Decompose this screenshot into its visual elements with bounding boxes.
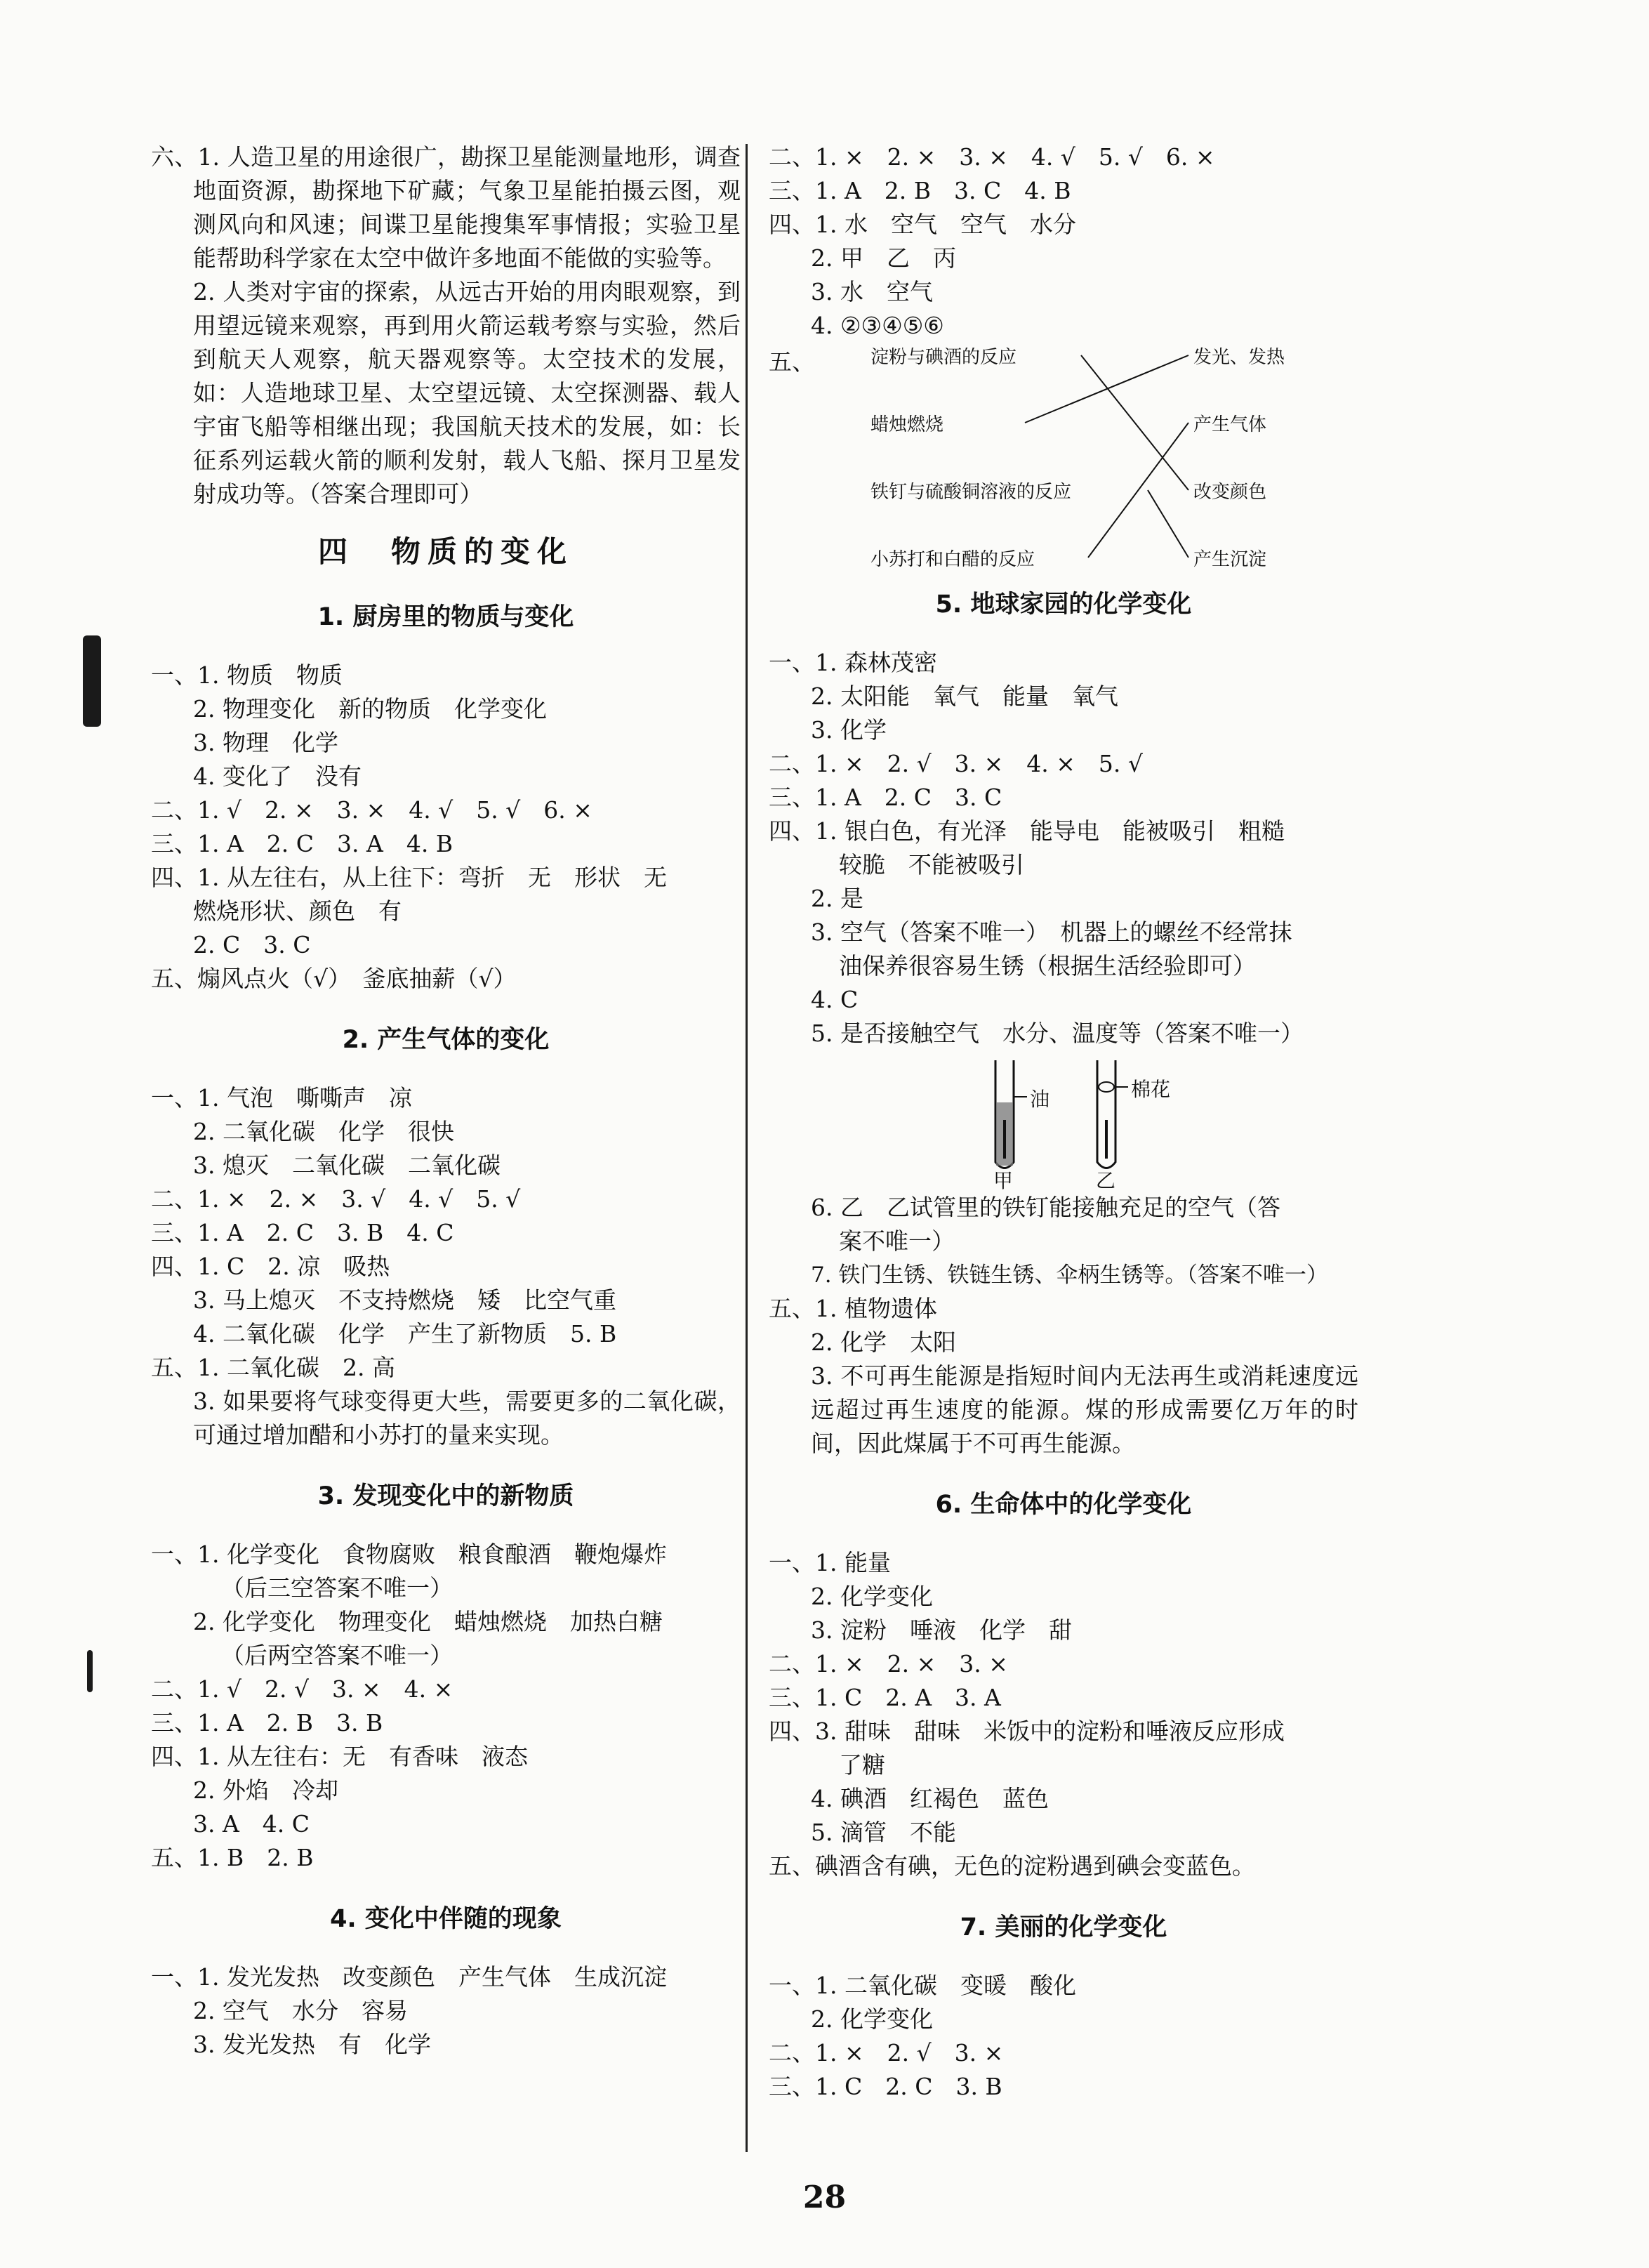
matching-line: [1148, 490, 1188, 558]
section-title: 5. 地球家园的化学变化: [935, 591, 1192, 619]
test-tubes-drawing: [769, 1053, 1358, 1187]
section-title: 7. 美丽的化学变化: [960, 1913, 1167, 1941]
answer-line: 3. 淀粉 唾液 化学 甜: [811, 1616, 1072, 1644]
answer-line: 2. 物理变化 新的物质 化学变化: [193, 695, 547, 723]
answer-line: 4. 变化了 没有: [193, 763, 362, 790]
answer-line: 4. 二氧化碳 化学 产生了新物质 5. B: [193, 1320, 617, 1347]
answer-line: 二、1. × 2. × 3. × 4. √ 5. √ 6. ×: [769, 143, 1215, 171]
left-column: [151, 140, 741, 2062]
answer-line: 一、1. 气泡 嘶嘶声 凉: [151, 1084, 412, 1112]
answer-line: 三、1. C 2. A 3. A: [769, 1684, 1001, 1711]
answer-paragraph: 六、1. 人造卫星的用途很广，勘探卫星能测量地形，调查地面资源，勘探地下矿藏；气象卫星能拍摄云图，观测风向和风速；间谍卫星能搜集军事情报；实验卫星能帮助科学家在太空中做许多地面不能做的实验等。: [151, 143, 741, 272]
answer-paragraph: 3. 如果要将气球变得更大些，需要更多的二氧化碳，可通过增加醋和小苏打的量来实现。: [193, 1387, 741, 1449]
answer-line: 3. 发光发热 有 化学: [193, 2031, 431, 2058]
answer-line: 3. A 4. C: [193, 1810, 310, 1838]
test-tube-figure: [769, 1053, 1358, 1192]
answer-line: 五、1. 植物遗体: [769, 1295, 937, 1322]
answer-line: 四、1. 银白色，有光泽 能导电 能被吸引 粗糙: [769, 817, 1285, 845]
answer-line: 三、1. C 2. C 3. B: [769, 2073, 1002, 2100]
answer-line: 2. 外焰 冷却: [193, 1776, 338, 1804]
matching-diagram: [769, 343, 1358, 570]
section-title: 1. 厨房里的物质与变化: [317, 603, 574, 631]
matching-right-item: 产生沉淀: [1193, 549, 1267, 570]
answer-line: 五、碘酒含有碘，无色的淀粉遇到碘会变蓝色。: [769, 1852, 1255, 1880]
matching-right-item: 产生气体: [1193, 414, 1267, 435]
right-column: [769, 140, 1358, 2104]
answer-line: 2. 二氧化碳 化学 很快: [193, 1118, 454, 1145]
answer-line: 2. 甲 乙 丙: [811, 244, 956, 272]
answer-line: 2. 化学变化: [811, 1583, 933, 1610]
answer-line: 7. 铁门生锈、铁链生锈、伞柄生锈等。（答案不唯一）: [811, 1262, 1328, 1288]
answer-line: 四、1. C 2. 凉 吸热: [151, 1253, 390, 1280]
answer-line: 二、1. √ 2. × 3. × 4. √ 5. √ 6. ×: [151, 796, 592, 824]
answer-line: 4. C: [811, 986, 859, 1013]
answer-line: （后两空答案不唯一）: [221, 1642, 453, 1669]
answer-line: 3. 化学: [811, 716, 887, 744]
answer-line: 6. 乙 乙试管里的铁钉能接触充足的空气（答: [811, 1194, 1280, 1221]
answer-line: 五、1. B 2. B: [151, 1844, 314, 1871]
answer-line: （后三空答案不唯一）: [221, 1574, 453, 1602]
answer-line: 二、1. × 2. √ 3. × 4. × 5. √: [769, 750, 1143, 777]
matching-right-item: 改变颜色: [1193, 482, 1267, 503]
section-title: 6. 生命体中的化学变化: [935, 1491, 1192, 1519]
answer-line: 较脆 不能被吸引: [839, 851, 1024, 878]
scan-mark: [83, 635, 101, 727]
answer-line: 油保养很容易生锈（根据生活经验即可）: [839, 952, 1256, 980]
matching-left-item: 淀粉与碘酒的反应: [870, 347, 1017, 368]
answer-line: 2. 化学变化: [811, 2005, 933, 2033]
section-title: 3. 发现变化中的新物质: [317, 1482, 574, 1510]
answer-line: 三、1. A 2. B 3. C 4. B: [769, 177, 1071, 204]
answer-line: 2. 化学 太阳: [811, 1329, 956, 1356]
answer-line: 3. 马上熄灭 不支持燃烧 矮 比空气重: [193, 1286, 616, 1314]
matching-left-item: 铁钉与硫酸铜溶液的反应: [870, 482, 1072, 503]
answer-line: 三、1. A 2. C 3. B 4. C: [151, 1219, 454, 1246]
tube-yi-label: 乙: [1096, 1169, 1116, 1192]
answer-line: 4. 碘酒 红褐色 蓝色: [811, 1785, 1049, 1812]
cotton-label: 棉花: [1131, 1078, 1171, 1101]
answer-line: 五、1. 二氧化碳 2. 高: [151, 1354, 395, 1381]
answer-line: 三、1. A 2. C 3. C: [769, 784, 1002, 811]
answer-line: 2. 是: [811, 885, 863, 912]
matching-left-item: 小苏打和白醋的反应: [870, 549, 1035, 570]
answer-line: 一、1. 能量: [769, 1549, 891, 1576]
answer-line: 四、1. 水 空气 空气 水分: [769, 211, 1076, 238]
answer-line: 5. 滴管 不能: [811, 1819, 956, 1846]
tube-jia-label: 甲: [993, 1169, 1014, 1192]
answer-line: 三、1. A 2. B 3. B: [151, 1709, 383, 1736]
chapter-title: 四 物质的变化: [317, 534, 574, 569]
answer-line: 一、1. 森林茂密: [769, 649, 937, 676]
answer-line: 5. 是否接触空气 水分、温度等（答案不唯一）: [811, 1020, 1304, 1047]
answer-line: 一、1. 发光发热 改变颜色 产生气体 生成沉淀: [151, 1963, 667, 1991]
answer-line: 二、1. √ 2. √ 3. × 4. ×: [151, 1675, 453, 1703]
matching-line: [1081, 355, 1188, 490]
answer-line: 一、1. 化学变化 食物腐败 粮食酿酒 鞭炮爆炸: [151, 1541, 667, 1568]
matching-prefix: 五、: [769, 348, 815, 376]
answer-line: 一、1. 物质 物质: [151, 661, 343, 689]
answer-line: 2. 化学变化 物理变化 蜡烛燃烧 加热白糖: [193, 1608, 663, 1635]
answer-line: 2. 太阳能 氧气 能量 氧气: [811, 683, 1118, 710]
section-title: 2. 产生气体的变化: [342, 1026, 550, 1054]
answer-line: 了糖: [839, 1751, 885, 1779]
answer-line: 四、1. 从左往右，从上往下：弯折 无 形状 无: [151, 864, 667, 891]
page-number: 28: [802, 2180, 847, 2215]
answer-line: 3. 熄灭 二氧化碳 二氧化碳: [193, 1152, 501, 1179]
answer-line: 四、1. 从左往右：无 有香味 液态: [151, 1743, 528, 1770]
answer-line: 二、1. × 2. × 3. ×: [769, 1650, 1008, 1677]
matching-right-item: 发光、发热: [1193, 347, 1285, 368]
answer-line: 二、1. × 2. × 3. √ 4. √ 5. √: [151, 1185, 521, 1213]
answer-line: 3. 空气（答案不唯一） 机器上的螺丝不经常抹: [811, 918, 1292, 946]
answer-line: 3. 水 空气: [811, 278, 933, 305]
oil-label: 油: [1030, 1088, 1050, 1111]
answer-paragraph: 3. 不可再生能源是指短时间内无法再生或消耗速度远远超过再生速度的能源。煤的形成需要亿万年的时间，因此煤属于不可再生能源。: [811, 1362, 1358, 1457]
column-divider: [746, 144, 748, 2152]
section-title: 4. 变化中伴随的现象: [330, 1905, 562, 1933]
answer-line: 一、1. 二氧化碳 变暖 酸化: [769, 1972, 1076, 1999]
answer-line: 五、煽风点火（√） 釜底抽薪（√）: [151, 965, 517, 992]
answer-line: 燃烧形状、颜色 有: [193, 897, 402, 925]
answer-line: 4. ②③④⑤⑥: [811, 312, 944, 339]
matching-line: [1088, 423, 1188, 558]
scan-mark: [87, 1650, 93, 1692]
matching-lines: [769, 343, 1358, 574]
answer-line: 2. C 3. C: [193, 931, 311, 958]
answer-line: 3. 物理 化学: [193, 729, 338, 756]
answer-line: 二、1. × 2. √ 3. ×: [769, 2039, 1004, 2066]
answer-paragraph: 2. 人类对宇宙的探索，从远古开始的用肉眼观察，到用望远镜来观察，再到用火箭运载考察与实验，然后到航天人观察，航天器观察等。太空技术的发展，如：人造地球卫星、太空望远镜、太空探测器、载人宇宙飞船等相继出现；我国航天技术的发展，如：长征系列运载火箭的顺利发射，载人飞船、探月卫星发射成功等。（答案合理即可）: [193, 278, 741, 508]
answer-line: 三、1. A 2. C 3. A 4. B: [151, 830, 453, 857]
answer-line: 案不唯一）: [839, 1227, 955, 1255]
matching-left-item: 蜡烛燃烧: [870, 414, 944, 435]
answer-line: 四、3. 甜味 甜味 米饭中的淀粉和唾液反应形成: [769, 1718, 1285, 1745]
answer-line: 2. 空气 水分 容易: [193, 1997, 408, 2024]
matching-line: [1025, 355, 1188, 423]
